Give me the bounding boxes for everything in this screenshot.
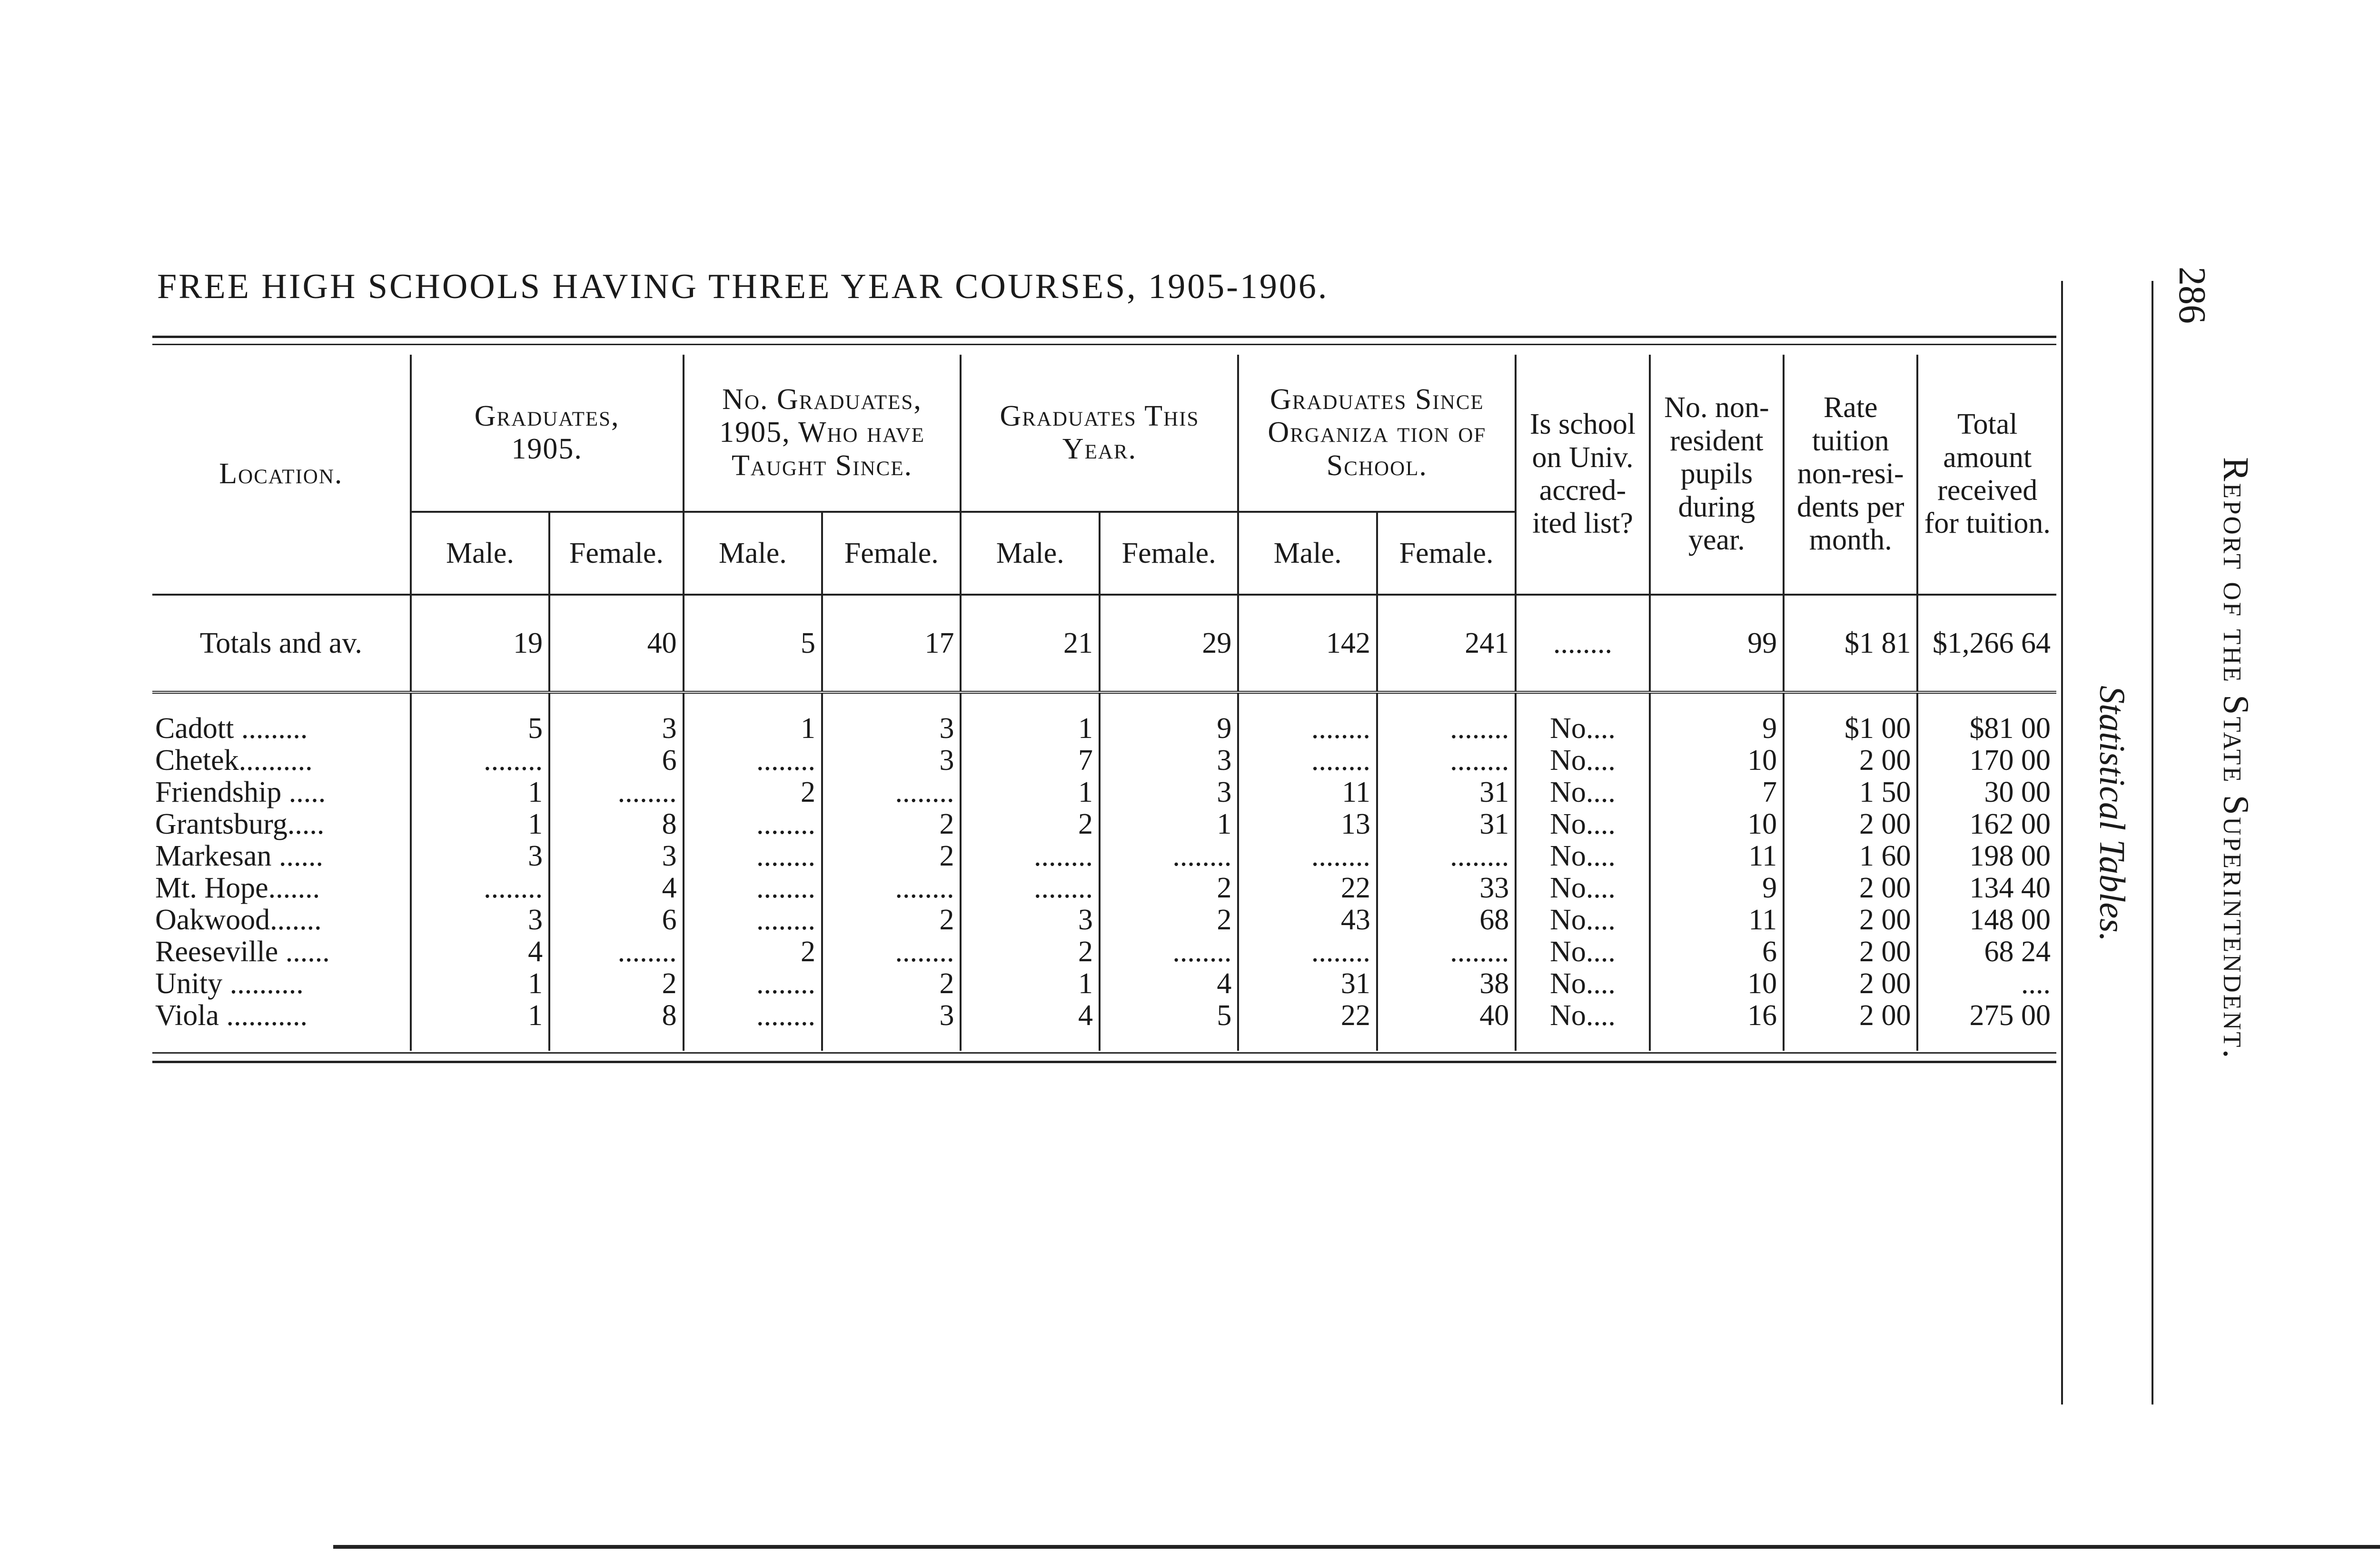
cell: 3: [549, 713, 683, 745]
cell: $81 00: [1969, 712, 2051, 745]
cell: ........: [684, 968, 822, 1000]
cell: 2: [961, 936, 1099, 968]
cell: 3: [1100, 745, 1238, 777]
cell: 2 00: [1784, 872, 1917, 904]
margin-rule: [2061, 281, 2063, 1405]
cell: ........: [1100, 840, 1238, 872]
header-total-amount: Total amount received for tuition.: [1924, 408, 2051, 540]
cell: 3: [549, 840, 683, 872]
cell: ........: [822, 936, 961, 968]
cell: 134 40: [1969, 872, 2051, 904]
cell: 38: [1377, 968, 1516, 1000]
cell: ........: [1238, 840, 1377, 872]
totals-label: Totals and av.: [152, 595, 411, 692]
cell: 68 24: [1984, 936, 2051, 968]
subheader-male: Male.: [411, 512, 549, 595]
header-graduates-1905: Graduates, 1905.: [411, 355, 684, 512]
cell: 3: [822, 745, 961, 777]
cell: 2: [684, 936, 822, 968]
cell: 148 00: [1969, 904, 2051, 936]
table-row: [152, 904, 2056, 936]
cell: ........: [411, 872, 549, 904]
subheader-female: Female.: [822, 512, 961, 595]
cell: 31: [1377, 777, 1516, 808]
cell: 1 50: [1784, 777, 1917, 808]
cell: 99: [1650, 595, 1784, 692]
table-row: [152, 936, 2056, 968]
cell: ........: [549, 777, 683, 808]
cell: $1,266 64: [1917, 595, 2056, 692]
cell: 1 60: [1784, 840, 1917, 872]
cell: 68: [1377, 904, 1516, 936]
cell: ........: [684, 840, 822, 872]
cell: ........: [961, 840, 1099, 872]
top-rule-inner: [152, 344, 2056, 345]
table-title: FREE HIGH SCHOOLS HAVING THREE YEAR COURSES, 1905-1906.: [157, 267, 1329, 306]
cell: ........: [822, 872, 961, 904]
cell: 3: [1100, 777, 1238, 808]
header-rate: Rate tuition non-resi-dents per month.: [1784, 355, 1917, 595]
cell: 40: [549, 595, 683, 692]
cell: 29: [1100, 595, 1238, 692]
cell: ....: [2021, 967, 2051, 1000]
header-taught-since: No. Graduates, 1905, Who have Taught Since.: [684, 355, 961, 512]
cell: 8: [549, 1000, 683, 1032]
row-location: Friendship .....: [152, 777, 411, 808]
cell: ........: [684, 872, 822, 904]
cell: 142: [1238, 595, 1377, 692]
cell: 19: [411, 595, 549, 692]
cell: 10: [1650, 745, 1784, 777]
cell: 7: [1650, 777, 1784, 808]
cell: 198 00: [1969, 840, 2051, 872]
cell: 2: [549, 968, 683, 1000]
cell: ........: [1516, 595, 1649, 692]
cell: No....: [1516, 777, 1649, 808]
cell: No....: [1516, 936, 1649, 968]
subheader-female: Female.: [1100, 512, 1238, 595]
cell: 3: [822, 1000, 961, 1032]
cell: 9: [1100, 713, 1238, 745]
row-location: Mt. Hope.......: [152, 872, 411, 904]
data-table: [152, 355, 2056, 1051]
cell: 11: [1238, 777, 1377, 808]
cell: 2: [822, 904, 961, 936]
cell: 30 00: [1984, 776, 2051, 808]
subheader-male: Male.: [961, 512, 1099, 595]
cell: 275 00: [1969, 999, 2051, 1032]
spacer-row: [152, 692, 2056, 713]
side-title: Statistical Tables.: [2092, 686, 2132, 942]
cell: 6: [549, 904, 683, 936]
cell: 22: [1238, 1000, 1377, 1032]
cell: 1: [961, 713, 1099, 745]
cell: 6: [549, 745, 683, 777]
cell: 17: [822, 595, 961, 692]
cell: 31: [1377, 808, 1516, 840]
cell: 1: [411, 1000, 549, 1032]
cell: No....: [1516, 1000, 1649, 1032]
cell: 2 00: [1784, 904, 1917, 936]
cell: 1: [411, 808, 549, 840]
cell: No....: [1516, 713, 1649, 745]
table-row: [152, 1000, 2056, 1032]
cell: ........: [1377, 713, 1516, 745]
cell: ........: [684, 808, 822, 840]
row-location: Reeseville ......: [152, 936, 411, 968]
cell: 241: [1377, 595, 1516, 692]
cell: $1 81: [1784, 595, 1917, 692]
row-location: Viola ...........: [152, 1000, 411, 1032]
cell: ........: [684, 904, 822, 936]
cell: 1: [961, 968, 1099, 1000]
bottom-rule-outer: [152, 1061, 2056, 1063]
page-bottom-edge: [333, 1545, 2380, 1549]
cell: 162 00: [1969, 808, 2051, 840]
cell: ........: [684, 745, 822, 777]
totals-row: [152, 595, 2056, 692]
table-row: [152, 777, 2056, 808]
row-location: Markesan ......: [152, 840, 411, 872]
cell: ........: [961, 872, 1099, 904]
header-this-year: Graduates This Year.: [961, 355, 1238, 512]
cell: 31: [1238, 968, 1377, 1000]
cell: 10: [1650, 808, 1784, 840]
cell: 2 00: [1784, 936, 1917, 968]
cell: ........: [1238, 713, 1377, 745]
cell: No....: [1516, 904, 1649, 936]
cell: 10: [1650, 968, 1784, 1000]
cell: 7: [961, 745, 1099, 777]
cell: $1 00: [1784, 713, 1917, 745]
cell: 11: [1650, 840, 1784, 872]
cell: 2: [822, 968, 961, 1000]
running-head: Report of the State Superintendent.: [2216, 457, 2256, 1060]
cell: 9: [1650, 713, 1784, 745]
cell: 4: [1100, 968, 1238, 1000]
cell: ........: [1377, 840, 1516, 872]
cell: 4: [961, 1000, 1099, 1032]
cell: 16: [1650, 1000, 1784, 1032]
header-accredited: Is school on Univ. accred-ited list?: [1516, 355, 1649, 595]
cell: 170 00: [1969, 744, 2051, 777]
spacer-row: [152, 1032, 2056, 1051]
row-location: Cadott .........: [152, 713, 411, 745]
cell: ........: [1238, 936, 1377, 968]
cell: ........: [549, 936, 683, 968]
cell: 3: [411, 840, 549, 872]
header-nonresident: No. non-resident pupils during year.: [1650, 355, 1784, 595]
cell: 2 00: [1784, 808, 1917, 840]
cell: 2: [1100, 904, 1238, 936]
cell: 1: [411, 777, 549, 808]
cell: 9: [1650, 872, 1784, 904]
cell: 22: [1238, 872, 1377, 904]
cell: 1: [684, 713, 822, 745]
cell: 2: [684, 777, 822, 808]
table-row: [152, 968, 2056, 1000]
cell: 2: [1100, 872, 1238, 904]
cell: No....: [1516, 808, 1649, 840]
cell: 1: [411, 968, 549, 1000]
cell: 3: [411, 904, 549, 936]
cell: No....: [1516, 872, 1649, 904]
cell: ........: [1238, 745, 1377, 777]
page-number: 286: [2171, 267, 2213, 324]
row-location: Grantsburg.....: [152, 808, 411, 840]
cell: 4: [411, 936, 549, 968]
table-row: [152, 840, 2056, 872]
cell: 1: [961, 777, 1099, 808]
cell: 5: [411, 713, 549, 745]
cell: 2: [822, 808, 961, 840]
cell: 13: [1238, 808, 1377, 840]
cell: 11: [1650, 904, 1784, 936]
cell: 6: [1650, 936, 1784, 968]
cell: 2: [961, 808, 1099, 840]
cell: ........: [411, 745, 549, 777]
cell: 43: [1238, 904, 1377, 936]
header-location: Location.: [152, 355, 411, 595]
cell: 3: [822, 713, 961, 745]
cell: ........: [1377, 936, 1516, 968]
table-row: [152, 713, 2056, 745]
cell: 2 00: [1784, 968, 1917, 1000]
cell: No....: [1516, 840, 1649, 872]
cell: ........: [822, 777, 961, 808]
subheader-female: Female.: [1377, 512, 1516, 595]
table-row: [152, 745, 2056, 777]
subheader-female: Female.: [549, 512, 683, 595]
cell: No....: [1516, 745, 1649, 777]
cell: 3: [961, 904, 1099, 936]
row-location: Oakwood.......: [152, 904, 411, 936]
cell: 2: [822, 840, 961, 872]
cell: ........: [684, 1000, 822, 1032]
margin-rule-outer: [2152, 281, 2153, 1405]
bottom-rule: [152, 1052, 2056, 1054]
cell: ........: [1100, 936, 1238, 968]
cell: 2 00: [1784, 745, 1917, 777]
table-row: [152, 808, 2056, 840]
top-rule: [152, 336, 2056, 338]
table-row: [152, 872, 2056, 904]
cell: 33: [1377, 872, 1516, 904]
cell: 5: [684, 595, 822, 692]
header-since-organization: Graduates Since Organiza tion of School.: [1238, 355, 1516, 512]
cell: 21: [961, 595, 1099, 692]
cell: 5: [1100, 1000, 1238, 1032]
row-location: Unity ..........: [152, 968, 411, 1000]
cell: 4: [549, 872, 683, 904]
subheader-male: Male.: [1238, 512, 1377, 595]
subheader-male: Male.: [684, 512, 822, 595]
cell: 1: [1100, 808, 1238, 840]
cell: 2 00: [1784, 1000, 1917, 1032]
cell: No....: [1516, 968, 1649, 1000]
cell: 8: [549, 808, 683, 840]
cell: ........: [1377, 745, 1516, 777]
row-location: Chetek..........: [152, 745, 411, 777]
cell: 40: [1377, 1000, 1516, 1032]
